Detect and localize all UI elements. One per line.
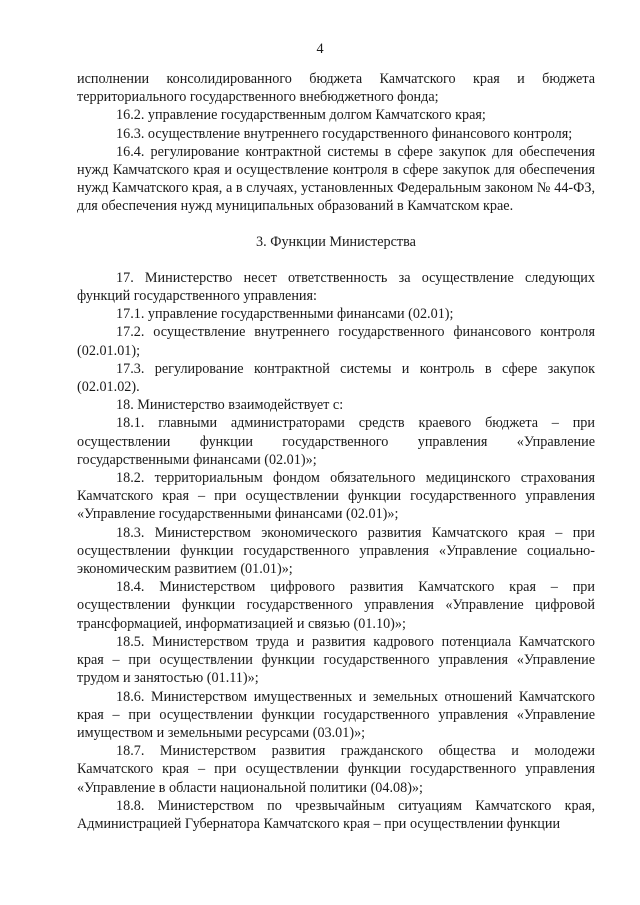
paragraph: 18.8. Министерством по чрезвычайным ситуациям Камчатского края, Администрацией Губернатора Камчатского края – при осуществлении функции <box>77 797 595 832</box>
paragraph: 18.2. территориальным фондом обязательного медицинского страхования Камчатского края – при осуществлении функции государственного управления «Управление государственными финансами (02.01)»; <box>77 470 595 523</box>
paragraphs-after-heading <box>77 269 595 833</box>
paragraph: 18.3. Министерством экономического развития Камчатского края – при осуществлении функции государственного управления «Управление социально-экономическим развитием (01.01)»; <box>77 524 595 578</box>
paragraph: 17.1. управление государственными финансами (02.01); <box>116 306 454 323</box>
paragraph: 18.5. Министерством труда и развития кадрового потенциала Камчатского края – при осуществлении функции государственного управления «Управление трудом и занятостью (01.11)»; <box>77 633 595 687</box>
paragraph: исполнении консолидированного бюджета Камчатского края и бюджета территориального государственного внебюджетного фонда; <box>77 71 595 106</box>
document-body <box>77 70 595 833</box>
paragraph: 17. Министерство несет ответственность за осуществление следующих функций государственного управления: <box>77 269 595 305</box>
paragraphs-before-heading <box>77 70 595 216</box>
paragraph: 16.2. управление государственным долгом Камчатского края; <box>116 107 486 124</box>
paragraph: 18.6. Министерством имущественных и земельных отношений Камчатского края – при осуществлении функции государственного управления «Управление имуществом и земельными ресурсами (03.01)»; <box>77 688 595 741</box>
paragraph: 16.4. регулирование контрактной системы в сфере закупок для обеспечения нужд Камчатского края и осуществление контроля в сфере закупок для обеспечения нужд Камчатского края, а в случаях, установленных Федеральным законом № 44-ФЗ, для обеспечения нужд муниципальных образований в Камчатском крае. <box>77 143 595 215</box>
paragraph: 17.3. регулирование контрактной системы и контроль в сфере закупок (02.01.02). <box>77 360 595 396</box>
paragraph: 18.1. главными администраторами средств краевого бюджета – при осуществлении функции государственного управления «Управление государственными финансами (02.01)»; <box>77 415 595 468</box>
paragraph: 18.7. Министерством развития гражданского общества и молодежи Камчатского края – при осуществлении функции государственного управления «Управление в области национальной политики (04.08)»; <box>77 743 595 796</box>
paragraph: 18.4. Министерством цифрового развития Камчатского края – при осуществлении функции государственного управления «Управление цифровой трансформацией, информатизацией и связью (01.10)»; <box>77 579 595 632</box>
paragraph: 17.2. осуществление внутреннего государственного финансового контроля (02.01.01); <box>77 324 595 359</box>
paragraph: 16.3. осуществление внутреннего государственного финансового контроля; <box>116 125 573 142</box>
page-number: 4 <box>316 41 324 57</box>
section-heading: 3. Функции Министерства <box>256 233 416 250</box>
paragraph: 18. Министерство взаимодействует с: <box>116 397 344 414</box>
